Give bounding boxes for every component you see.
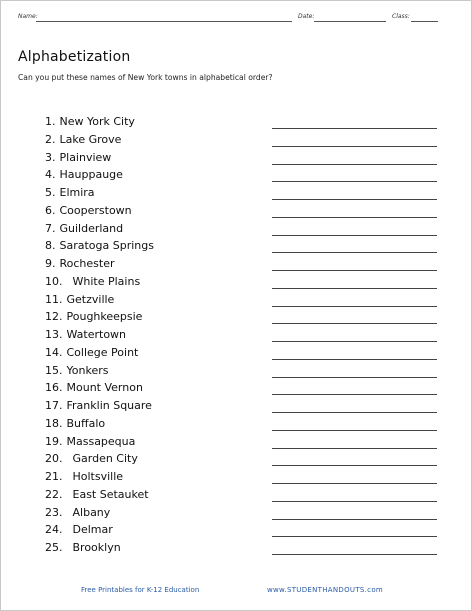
list-item-name: Cooperstown (59, 203, 132, 217)
list-item-name: Watertown (66, 328, 127, 341)
answer-line[interactable] (272, 359, 437, 360)
list-item-number: 22. (45, 487, 63, 501)
answer-line[interactable] (272, 199, 437, 200)
list-item-name: Holtsville (72, 470, 124, 483)
list-item (45, 435, 135, 448)
list-item (45, 399, 152, 412)
list-item-name: Garden City (72, 452, 138, 466)
list-item-name: Elmira (59, 186, 95, 199)
answer-line[interactable] (272, 252, 437, 253)
name-label: Name: (18, 13, 38, 20)
answer-line[interactable] (272, 164, 437, 165)
list-item-name: Yonkers (66, 363, 109, 377)
instructions: Can you put these names of New York towns in alphabetical order? (18, 73, 273, 82)
date-line (314, 21, 386, 22)
list-item-number: 16. (45, 381, 63, 395)
list-item-number: 1. (45, 115, 56, 128)
list-item-number: 25. (45, 541, 63, 554)
list-item-number: 4. (45, 168, 56, 182)
list-item-name: Getzville (66, 292, 115, 306)
list-item (45, 346, 138, 359)
list-item-number: 11. (45, 292, 63, 306)
answer-line[interactable] (272, 554, 437, 555)
list-item-name: Guilderland (59, 221, 124, 235)
list-item (45, 523, 113, 536)
answer-line[interactable] (272, 536, 437, 537)
answer-line[interactable] (272, 270, 437, 271)
footer-left: Free Printables for K-12 Education (81, 586, 200, 594)
answer-line[interactable] (272, 235, 437, 236)
list-item (45, 328, 126, 341)
list-item-name: Mount Vernon (66, 381, 143, 395)
list-item-name: Rochester (59, 257, 115, 270)
answer-line[interactable] (272, 377, 437, 378)
answer-line[interactable] (272, 394, 437, 395)
list-item-name: Buffalo (66, 416, 106, 430)
list-item-name: Delmar (72, 523, 113, 537)
list-item-name: Plainview (59, 150, 112, 164)
answer-line[interactable] (272, 483, 437, 484)
list-item-name: Albany (72, 505, 111, 519)
list-item-number: 13. (45, 328, 63, 341)
list-item-name: Hauppauge (59, 168, 123, 182)
list-item-number: 19. (45, 434, 63, 448)
list-item-name: East Setauket (72, 487, 149, 501)
list-item (45, 470, 123, 483)
list-item-name: Massapequa (66, 434, 136, 448)
answer-line[interactable] (272, 128, 437, 129)
list-item-number: 6. (45, 203, 56, 217)
list-item-number: 3. (45, 150, 56, 164)
list-item-number: 2. (45, 132, 56, 146)
list-item (45, 488, 149, 501)
list-item-number: 23. (45, 505, 63, 519)
list-item (45, 364, 108, 377)
list-item (45, 452, 138, 465)
list-item (45, 133, 121, 146)
list-item-number: 7. (45, 221, 56, 235)
list-item-name: White Plains (72, 274, 141, 288)
answer-line[interactable] (272, 430, 437, 431)
list-item-name: New York City (59, 115, 135, 128)
answer-line[interactable] (272, 501, 437, 502)
answer-line[interactable] (272, 288, 437, 289)
list-item (45, 204, 132, 217)
class-label: Class: (392, 13, 410, 20)
answer-line[interactable] (272, 341, 437, 342)
list-item (45, 222, 123, 235)
list-item (45, 186, 95, 199)
list-item-name: Brooklyn (72, 541, 121, 554)
list-item-name: College Point (66, 345, 139, 359)
list-item-number: 17. (45, 399, 63, 412)
list-item-number: 18. (45, 416, 63, 430)
list-item (45, 506, 110, 519)
answer-line[interactable] (272, 448, 437, 449)
list-item-number: 15. (45, 363, 63, 377)
list-item (45, 257, 115, 270)
list-item (45, 417, 105, 430)
name-line (36, 21, 292, 22)
answer-line[interactable] (272, 323, 437, 324)
footer-right: www.STUDENTHANDOUTS.com (267, 586, 384, 594)
list-item (45, 293, 114, 306)
answer-line[interactable] (272, 306, 437, 307)
class-line (411, 21, 438, 22)
list-item-name: Poughkeepsie (66, 310, 143, 324)
answer-line[interactable] (272, 412, 437, 413)
list-item (45, 115, 135, 128)
list-item-number: 9. (45, 257, 56, 270)
answer-line[interactable] (272, 181, 437, 182)
list-item (45, 168, 123, 181)
answer-line[interactable] (272, 217, 437, 218)
header-row (18, 13, 458, 25)
list-item (45, 151, 111, 164)
list-item-name: Saratoga Springs (59, 239, 154, 253)
list-item-number: 20. (45, 452, 63, 466)
list-item-name: Franklin Square (66, 399, 152, 412)
list-item (45, 310, 142, 323)
list-item-number: 10. (45, 274, 63, 288)
list-item (45, 239, 154, 252)
list-item (45, 381, 143, 394)
list-item-number: 12. (45, 310, 63, 324)
list-item-number: 21. (45, 470, 63, 483)
list-item-number: 14. (45, 345, 63, 359)
list-item (45, 541, 121, 554)
page-title: Alphabetization (18, 49, 131, 65)
list-item-number: 5. (45, 186, 56, 199)
list-item-number: 8. (45, 239, 56, 253)
answer-line[interactable] (272, 465, 437, 466)
answer-line[interactable] (272, 519, 437, 520)
list-item-number: 24. (45, 523, 63, 537)
list-item-name: Lake Grove (59, 132, 122, 146)
answer-line[interactable] (272, 146, 437, 147)
date-label: Date: (298, 13, 315, 20)
list-item (45, 275, 140, 288)
